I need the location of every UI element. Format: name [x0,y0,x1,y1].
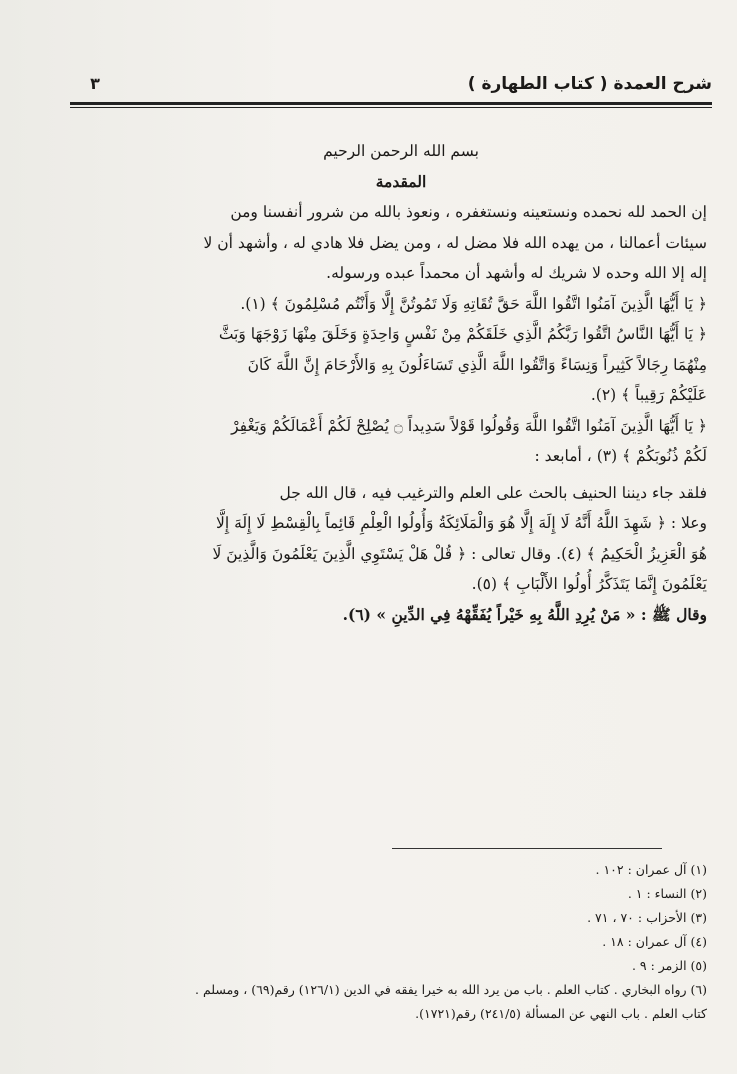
footnote: (٣) الأحزاب : ٧٠ ، ٧١ . [587,910,707,925]
verse-line: ﴿ يَا أَيُّهَا الَّذِينَ آمَنُوا اتَّقُوا اللَّهَ وَقُولُوا قَوْلاً سَدِيداً ۝ يُصْلِحْ لَكُمْ أَعْمَالَكُمْ وَيَغْفِرْ [231,416,707,435]
paragraph-line: وعلا : ﴿ شَهِدَ اللَّهُ أَنَّهُ لَا إِلَهَ إِلَّا هُوَ وَالْمَلَائِكَةُ وَأُولُوا الْعِلْمِ قَائِماً بِالْقِسْطِ لَا إِلَهَ إِلَّا [216,514,707,532]
paragraph-line: فلقد جاء ديننا الحنيف بالحث على العلم والترغيب فيه ، قال الله جل [279,483,707,502]
paragraph-line: إن الحمد لله نحمده ونستعينه ونستغفره ، ونعوذ بالله من شرور أنفسنا ومن [230,203,707,221]
paragraph-line: يَعْلَمُونَ إِنَّمَا يَتَذَكَّرُ أُولُوا الأَلْبَابِ ﴾ (٥). [471,575,707,593]
main-text [95,136,707,630]
header-title: شرح العمدة ( كتاب الطهارة ) [467,74,712,94]
footnote: (٤) آل عمران : ١٨ . [602,934,707,949]
section-heading: المقدمة [375,171,427,191]
footnote-continuation: كتاب العلم . باب النهي عن المسألة (٢٤١/٥) رقم(١٧٢١). [415,1006,707,1021]
page-number: ٣ [90,74,100,93]
footnote: (٥) الزمر : ٩ . [631,958,707,973]
footnotes [95,858,707,1026]
verse-line: مِنْهُمَا رِجَالاً كَثِيراً وَنِسَاءً وَاتَّقُوا اللَّهَ الَّذِي تَسَاءَلُونَ بِهِ وَالأَرْحَامَ إِنَّ اللَّهَ كَانَ [247,355,707,374]
paragraph-line: إله إلا الله وحده لا شريك له وأشهد أن محمداً عبده ورسوله. [326,264,707,282]
header-rule [70,102,712,108]
hadith-line: وقال ﷺ : « مَنْ يُرِدِ اللَّهُ بِهِ خَيْراً يُفَقِّهْهُ فِي الدِّينِ » (٦). [342,604,707,624]
footnote-rule [392,848,662,849]
footnote: (١) آل عمران : ١٠٢ . [595,862,707,877]
running-header [70,66,712,106]
paragraph-line: هُوَ الْعَزِيزُ الْحَكِيمُ ﴾ (٤). وقال تعالى : ﴿ قُلْ هَلْ يَسْتَوِي الَّذِينَ يَعْلَمُونَ وَالَّذِينَ لَا [212,544,707,563]
verse-line: لَكُمْ ذُنُوبَكُمْ ﴾ (٣) ، أمابعد : [534,447,707,465]
verse-line: عَلَيْكُمْ رَقِيباً ﴾ (٢). [590,386,707,404]
footnote: (٦) رواه البخاري . كتاب العلم . باب من يرد الله به خيرا يفقه في الدين (١٢٦/١) رقم(٦٩) ، ومسلم . [195,982,707,997]
verse-line: ﴿ يَا أَيُّهَا النَّاسُ اتَّقُوا رَبَّكُمُ الَّذِي خَلَقَكُمْ مِنْ نَفْسٍ وَاحِدَةٍ وَخَلَقَ مِنْهَا زَوْجَهَا وَبَثَّ [218,325,707,343]
basmala: بسم الله الرحمن الرحيم [323,142,479,160]
verse-line: ﴿ يَا أَيُّهَا الَّذِينَ آمَنُوا اتَّقُوا اللَّهَ حَقَّ تُقَاتِهِ وَلَا تَمُوتُنَّ إِلَّا وَأَنْتُم مُسْلِمُونَ ﴾ (١). [240,294,707,313]
paragraph-line: سيئات أعمالنا ، من يهده الله فلا مضل له ، ومن يضل فلا هادي له ، وأشهد أن لا [203,233,707,252]
footnote: (٢) النساء : ١ . [627,886,707,901]
